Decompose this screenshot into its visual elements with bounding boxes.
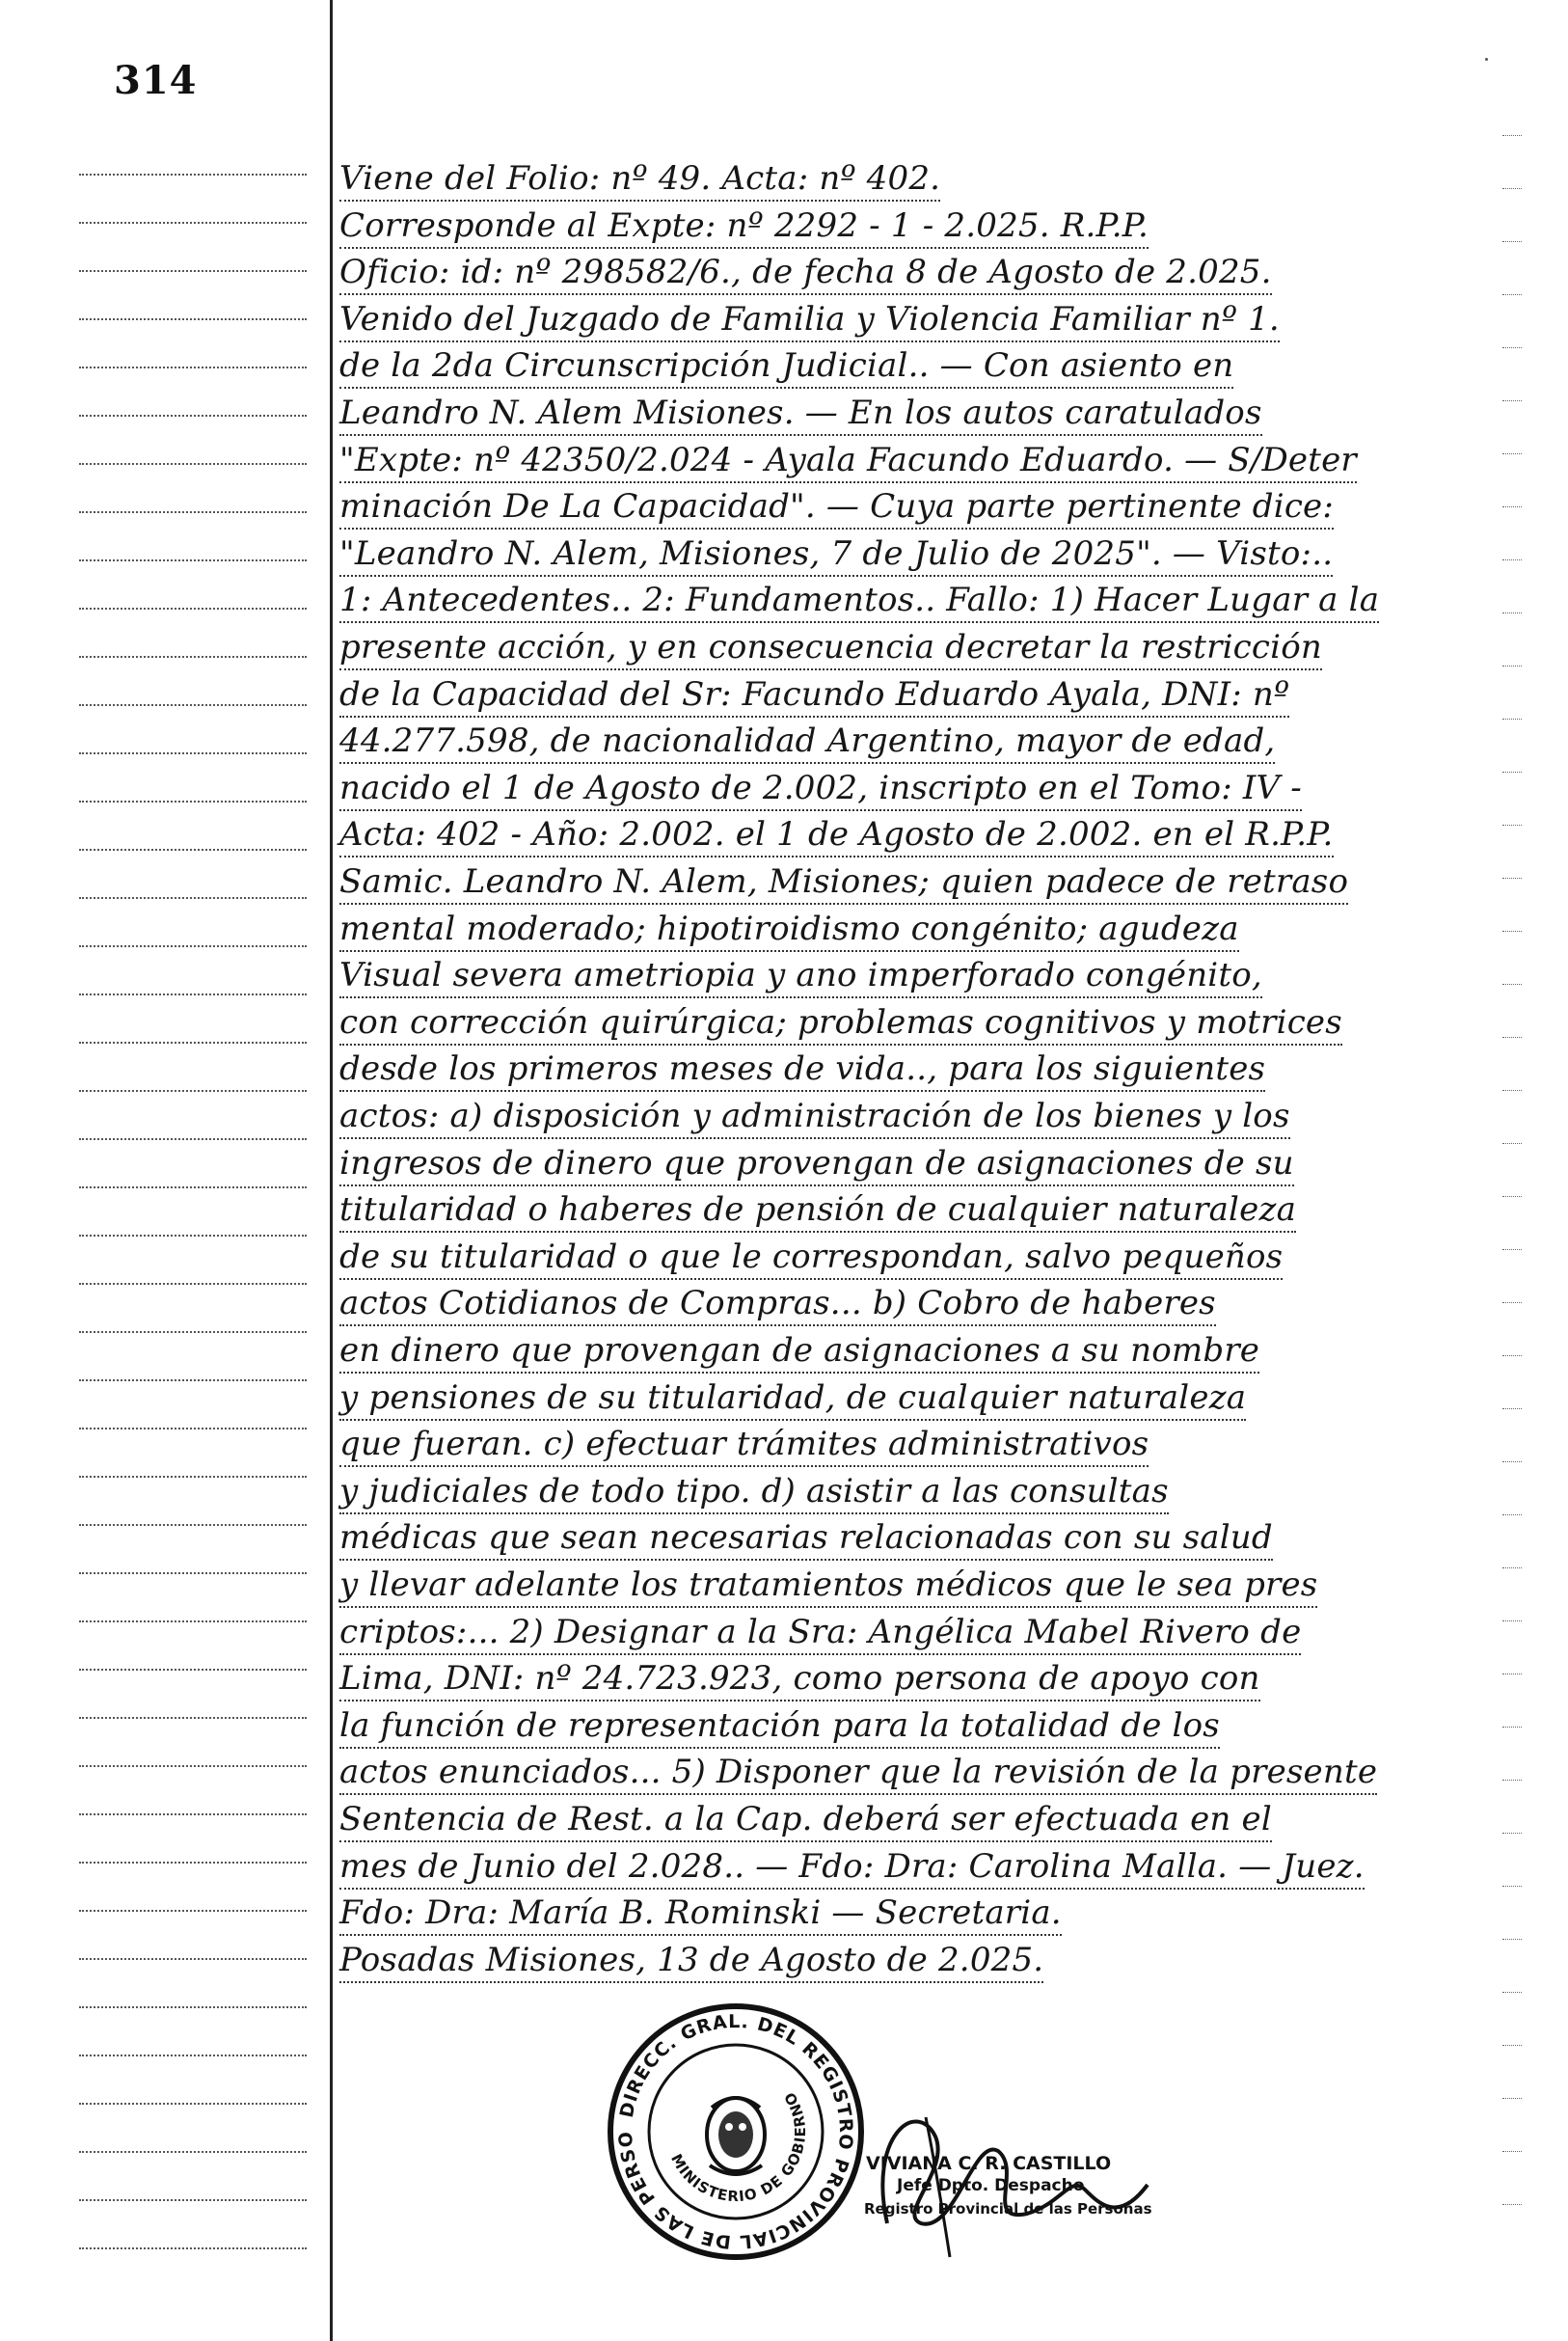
text-line: Acta: 402 - Año: 2.002. el 1 de Agosto de 2.002. en el R.P.P. <box>339 815 1334 857</box>
edge-tick <box>1502 878 1522 879</box>
text-line: ingresos de dinero que provengan de asignaciones de su <box>339 1144 1294 1186</box>
text-line: de la Capacidad del Sr: Facundo Eduardo Ayala, DNI: nº <box>339 675 1289 718</box>
ruled-line <box>79 945 307 947</box>
edge-tick <box>1502 1461 1522 1462</box>
edge-tick <box>1502 984 1522 985</box>
edge-tick <box>1502 1408 1522 1409</box>
ruled-line <box>79 318 307 320</box>
edge-tick <box>1502 2204 1522 2205</box>
edge-tick <box>1502 294 1522 295</box>
text-line: criptos:... 2) Designar a la Sra: Angélica Mabel Rivero de <box>339 1613 1301 1655</box>
signature-stamp <box>829 2079 1244 2272</box>
text-line: mental moderado; hipotiroidismo congénito; agudeza <box>339 910 1239 952</box>
ruled-line <box>79 1813 307 1815</box>
ruled-line <box>79 994 307 995</box>
text-line: en dinero que provengan de asignaciones a su nombre <box>339 1331 1259 1374</box>
ruled-line <box>79 367 307 368</box>
ruled-line <box>79 801 307 803</box>
ruled-line <box>79 1572 307 1574</box>
text-line: Fdo: Dra: María B. Rominski — Secretaria. <box>339 1893 1062 1936</box>
edge-tick <box>1502 1090 1522 1091</box>
text-line: y pensiones de su titularidad, de cualquier naturaleza <box>339 1378 1246 1421</box>
edge-tick <box>1502 719 1522 720</box>
ruled-line <box>79 415 307 417</box>
edge-tick <box>1502 1249 1522 1250</box>
text-line: Corresponde al Expte: nº 2292 - 1 - 2.025. R.P.P. <box>339 206 1149 249</box>
ruled-line <box>79 1476 307 1478</box>
text-line: y judiciales de todo tipo. d) asistir a las consultas <box>339 1472 1169 1514</box>
text-line: médicas que sean necesarias relacionadas con su salud <box>339 1518 1273 1561</box>
ruled-line <box>79 897 307 899</box>
ruled-line <box>79 2103 307 2105</box>
edge-tick <box>1502 1833 1522 1834</box>
ruled-line <box>79 511 307 513</box>
text-line: desde los primeros meses de vida.., para los siguientes <box>339 1049 1265 1092</box>
ruled-line <box>79 1235 307 1237</box>
edge-tick <box>1502 1514 1522 1515</box>
signature-role: Jefe Dpto. Despacho <box>897 2176 1085 2195</box>
edge-tick <box>1502 1939 1522 1940</box>
edge-tick <box>1502 825 1522 826</box>
text-line: presente acción, y en consecuencia decretar la restricción <box>339 628 1322 670</box>
text-line: de la 2da Circunscripción Judicial.. — Con asiento en <box>339 346 1233 389</box>
edge-tick <box>1502 612 1522 613</box>
text-line: "Leandro N. Alem, Misiones, 7 de Julio de 2025". — Visto:.. <box>339 534 1333 577</box>
edge-tick <box>1502 559 1522 560</box>
ruled-line <box>79 1331 307 1333</box>
ruled-line <box>79 656 307 658</box>
ruled-line <box>79 1717 307 1719</box>
edge-tick <box>1502 1620 1522 1621</box>
folio-number: 314 <box>114 58 198 103</box>
coat-of-arms-icon <box>707 2098 765 2174</box>
ruled-line <box>79 1428 307 1429</box>
text-line: Leandro N. Alem Misiones. — En los autos caratulados <box>339 394 1262 436</box>
text-line: Samic. Leandro N. Alem, Misiones; quien padece de retraso <box>339 862 1348 905</box>
text-line: Venido del Juzgado de Familia y Violencia Familiar nº 1. <box>339 300 1280 342</box>
edge-tick <box>1502 400 1522 401</box>
edge-tick <box>1502 347 1522 348</box>
text-line: mes de Junio del 2.028.. — Fdo: Dra: Carolina Malla. — Juez. <box>339 1847 1365 1890</box>
text-line: que fueran. c) efectuar trámites administrativos <box>339 1425 1149 1467</box>
text-line: con corrección quirúrgica; problemas cognitivos y motrices <box>339 1003 1342 1046</box>
text-line: nacido el 1 de Agosto de 2.002, inscripto en el Tomo: IV - <box>339 769 1302 811</box>
ruled-line <box>79 1958 307 1960</box>
edge-tick <box>1502 241 1522 242</box>
ruled-line <box>79 2199 307 2201</box>
text-line: Oficio: id: nº 298582/6., de fecha 8 de Agosto de 2.025. <box>339 253 1272 295</box>
ruled-line <box>79 463 307 465</box>
ruled-line <box>79 2247 307 2249</box>
text-line: Lima, DNI: nº 24.723.923, como persona de apoyo con <box>339 1659 1260 1701</box>
text-line: titularidad o haberes de pensión de cualquier naturaleza <box>339 1190 1296 1233</box>
ruled-line <box>79 849 307 851</box>
edge-tick <box>1502 1780 1522 1781</box>
seal-inner-text: MINISTERIO DE GOBIERNO <box>667 2088 810 2206</box>
edge-tick <box>1502 1302 1522 1303</box>
edge-tick <box>1502 1992 1522 1993</box>
ruled-line <box>79 1283 307 1285</box>
ruled-line <box>79 1669 307 1671</box>
text-line: y llevar adelante los tratamientos médicos que le sea pres <box>339 1565 1317 1608</box>
text-line: Sentencia de Rest. a la Cap. deberá ser efectuada en el <box>339 1800 1272 1842</box>
ruled-line <box>79 1910 307 1912</box>
handwritten-signature-icon <box>829 2079 1244 2272</box>
ruled-line <box>79 1620 307 1622</box>
ruled-line <box>79 1765 307 1767</box>
text-line: la función de representación para la totalidad de los <box>339 1706 1220 1749</box>
ruled-line <box>79 559 307 561</box>
text-line: actos Cotidianos de Compras... b) Cobro de haberes <box>339 1284 1216 1326</box>
text-line: Posadas Misiones, 13 de Agosto de 2.025. <box>339 1941 1043 1983</box>
edge-tick <box>1502 1567 1522 1568</box>
edge-tick <box>1502 453 1522 454</box>
signature-name: VIVIANA C. R. CASTILLO <box>866 2153 1112 2174</box>
ruled-line <box>79 1138 307 1140</box>
text-line: minación De La Capacidad". — Cuya parte pertinente dice: <box>339 487 1334 530</box>
official-seal <box>606 2001 866 2262</box>
text-line: Visual severa ametriopia y ano imperforado congénito, <box>339 956 1262 998</box>
ruled-line <box>79 704 307 706</box>
ruled-line <box>79 1379 307 1381</box>
text-line: actos enunciados... 5) Disponer que la revisión de la presente <box>339 1753 1377 1795</box>
edge-tick <box>1502 1037 1522 1038</box>
ruled-line <box>79 2006 307 2008</box>
edge-tick <box>1502 772 1522 773</box>
text-line: actos: a) disposición y administración de los bienes y los <box>339 1097 1290 1139</box>
signature-office: Registro Provincial de las Personas <box>864 2200 1152 2218</box>
ruled-line <box>79 2151 307 2153</box>
ink-dot <box>1485 58 1488 61</box>
ruled-line <box>79 1042 307 1044</box>
edge-tick <box>1502 2045 1522 2046</box>
edge-tick <box>1502 2151 1522 2152</box>
text-line: 44.277.598, de nacionalidad Argentino, mayor de edad, <box>339 721 1275 764</box>
edge-tick <box>1502 506 1522 507</box>
ruled-line <box>79 608 307 610</box>
edge-tick <box>1502 1886 1522 1887</box>
edge-tick <box>1502 666 1522 667</box>
edge-tick <box>1502 1355 1522 1356</box>
margin-ruled-lines <box>79 174 307 2296</box>
ruled-line <box>79 1862 307 1864</box>
edge-tick <box>1502 135 1522 136</box>
edge-tick <box>1502 1196 1522 1197</box>
ruled-line <box>79 270 307 272</box>
ruled-line <box>79 174 307 176</box>
margin-rule <box>330 0 333 2341</box>
ruled-line <box>79 1090 307 1092</box>
ruled-line <box>79 2055 307 2056</box>
ruled-line <box>79 1524 307 1526</box>
ruled-line <box>79 1186 307 1188</box>
text-line: 1: Antecedentes.. 2: Fundamentos.. Fallo: 1) Hacer Lugar a la <box>339 581 1379 623</box>
edge-tick <box>1502 2098 1522 2099</box>
edge-tick <box>1502 1727 1522 1728</box>
seal-outer-text: DIRECC. GRAL. DEL REGISTRO PROVINCIAL DE LAS PERSO <box>614 2010 857 2253</box>
text-line: "Expte: nº 42350/2.024 - Ayala Facundo Eduardo. — S/Deter <box>339 441 1357 483</box>
edge-tick <box>1502 931 1522 932</box>
text-line: de su titularidad o que le correspondan, salvo pequeños <box>339 1238 1283 1280</box>
ruled-line <box>79 752 307 754</box>
text-line: Viene del Folio: nº 49. Acta: nº 402. <box>339 159 940 202</box>
seal-graphic <box>606 2001 866 2262</box>
ruled-line <box>79 222 307 224</box>
edge-tick <box>1502 1143 1522 1144</box>
edge-tick <box>1502 188 1522 189</box>
